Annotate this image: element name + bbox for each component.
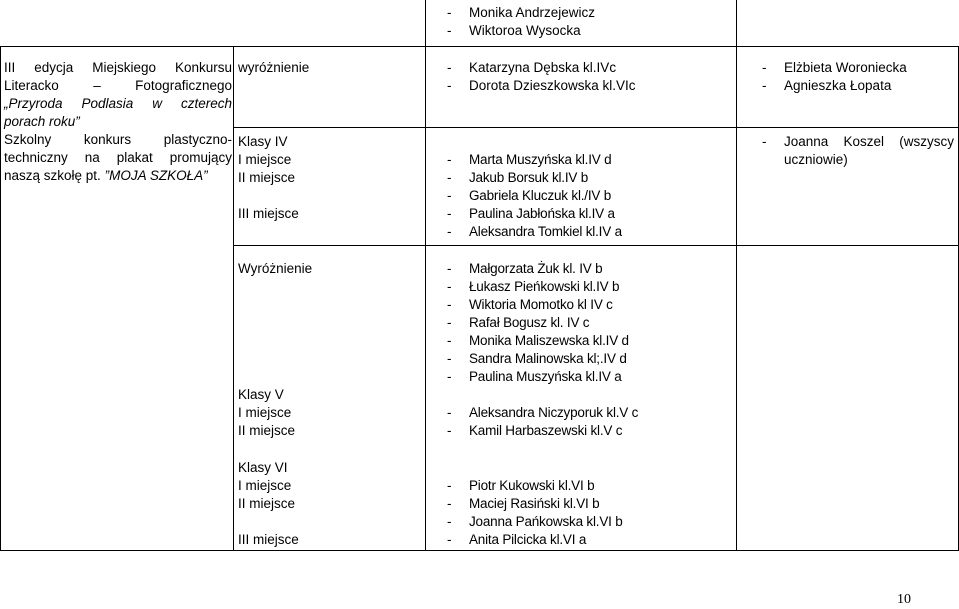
s2-award-name-4: - Rafał Bogusz kl. IV c: [447, 315, 590, 330]
s3-place-3: III miejsce: [238, 532, 299, 547]
s1-place-1: I miejsce: [238, 152, 292, 167]
s2-place-1: I miejsce: [238, 405, 292, 420]
s3-class-label: Klasy VI: [238, 460, 288, 475]
s1-teacher-a-1: - Elżbieta Woroniecka: [762, 60, 907, 75]
s2-class-label: Klasy V: [238, 387, 284, 402]
s1-teacher-b-line-1: - Joanna Koszel (wszyscy: [762, 134, 954, 149]
col-divider-1: [233, 46, 234, 551]
s1-class-name-4: - Paulina Jabłońska kl.IV a: [447, 206, 615, 221]
s1-class-name-2: - Jakub Borsuk kl.IV b: [447, 170, 589, 185]
competition-line-6: techniczny na plakat promujący: [4, 150, 232, 165]
s2-award-name-5: - Monika Maliszewska kl.IV d: [447, 333, 629, 348]
table-bottom-border: [0, 550, 959, 551]
s1-award-label: wyróżnienie: [238, 60, 310, 75]
s2-award-name-3: - Wiktoria Momotko kl IV c: [447, 297, 613, 312]
s2-award-label: Wyróżnienie: [238, 261, 313, 276]
s3-class-name-4: - Anita Pilcicka kl.VI a: [447, 532, 587, 547]
s1-award-name-1: - Katarzyna Dębska kl.IVc: [447, 60, 617, 75]
col-divider-3: [736, 0, 737, 551]
s1-place-2: II miejsce: [238, 170, 296, 185]
s1-class-name-1: - Marta Muszyńska kl.IV d: [447, 152, 612, 167]
s1-teacher-a-2: - Agnieszka Łopata: [762, 78, 892, 93]
competition-line-1: III edycja Miejskiego Konkursu: [4, 60, 232, 75]
competition-line-2: Literacko – Fotograficznego: [4, 78, 232, 93]
row-divider-2: [233, 245, 959, 246]
table-left-border: [0, 46, 1, 551]
table-top-border: [0, 46, 959, 47]
s1-class-label: Klasy IV: [238, 134, 288, 149]
s1-place-3: III miejsce: [238, 206, 299, 221]
top-name-1: - Monika Andrzejewicz: [447, 5, 596, 20]
s1-class-name-5: - Aleksandra Tomkiel kl.IV a: [447, 224, 622, 239]
s3-place-1: I miejsce: [238, 478, 292, 493]
s2-award-name-6: - Sandra Malinowska kl;.IV d: [447, 351, 627, 366]
s2-place-2: II miejsce: [238, 423, 296, 438]
s2-class-name-1: - Aleksandra Niczyporuk kl.V c: [447, 405, 639, 420]
competition-line-4: porach roku”: [4, 114, 80, 129]
competition-line-5: Szkolny konkurs plastyczno-: [4, 132, 232, 147]
competition-description: [4, 59, 232, 185]
s2-class-name-2: - Kamil Harbaszewski kl.V c: [447, 423, 623, 438]
s3-place-2: II miejsce: [238, 496, 296, 511]
page-number: 10: [897, 592, 911, 607]
top-name-2: - Wiktoroa Wysocka: [447, 23, 581, 38]
row-divider-1: [233, 127, 959, 128]
s1-award-name-2: - Dorota Dzieszkowska kl.VIc: [447, 78, 636, 93]
s3-class-name-1: - Piotr Kukowski kl.VI b: [447, 478, 595, 493]
s2-award-name-7: - Paulina Muszyńska kl.IV a: [447, 369, 622, 384]
col-divider-2: [425, 0, 426, 551]
s1-class-name-3: - Gabriela Kluczuk kl./IV b: [447, 188, 612, 203]
s2-award-name-1: - Małgorzata Żuk kl. IV b: [447, 261, 603, 276]
s3-class-name-3: - Joanna Pańkowska kl.VI b: [447, 514, 623, 529]
competition-line-7: naszą szkołę pt. ”MOJA SZKOŁA”: [4, 168, 208, 183]
competition-line-3: „Przyroda Podlasia w czterech: [4, 96, 232, 111]
s1-teacher-b-line-2: uczniowie): [784, 152, 848, 167]
s2-award-name-2: - Łukasz Pieńkowski kl.IV b: [447, 279, 620, 294]
s3-class-name-2: - Maciej Rasiński kl.VI b: [447, 496, 600, 511]
